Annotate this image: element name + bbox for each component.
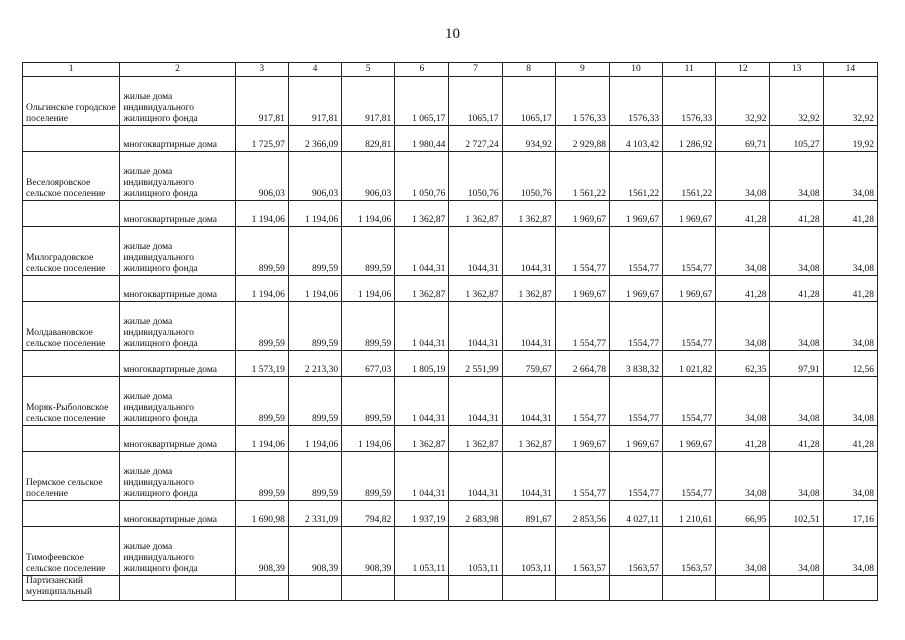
value-cell-col12 <box>716 576 770 601</box>
value-cell-col11: 1 210,61 <box>663 501 716 527</box>
value-cell-col5: 908,39 <box>342 527 395 576</box>
value-cell-col7: 2 683,98 <box>449 501 502 527</box>
value-cell-col3: 908,39 <box>235 527 288 576</box>
value-cell-col7 <box>449 576 502 601</box>
value-cell-col14: 34,08 <box>823 152 877 201</box>
settlement-name <box>23 351 120 377</box>
value-cell-col10: 1576,33 <box>609 77 662 126</box>
value-cell-col5 <box>342 576 395 601</box>
table-header <box>23 63 878 77</box>
column-header-1: 1 <box>23 63 120 77</box>
value-cell-col6: 1 044,31 <box>395 302 449 351</box>
value-cell-col9: 2 929,88 <box>555 126 609 152</box>
value-cell-col9: 1 576,33 <box>555 77 609 126</box>
value-cell-col5: 1 194,06 <box>342 426 395 452</box>
table-row <box>23 126 878 152</box>
value-cell-col5: 899,59 <box>342 227 395 276</box>
value-cell-col8: 1065,17 <box>502 77 555 126</box>
settlement-name <box>23 426 120 452</box>
value-cell-col4: 1 194,06 <box>288 276 341 302</box>
header-row <box>23 63 878 77</box>
value-cell-col8 <box>502 576 555 601</box>
value-cell-col14: 34,08 <box>823 527 877 576</box>
housing-type: жилые дома индивидуального жилищного фонда <box>120 152 235 201</box>
housing-type: многоквартирные дома <box>120 201 235 227</box>
value-cell-col11: 1554,77 <box>663 302 716 351</box>
value-cell-col13: 34,08 <box>770 452 823 501</box>
value-cell-col10: 1 969,67 <box>609 426 662 452</box>
value-cell-col11: 1 969,67 <box>663 276 716 302</box>
column-header-3: 3 <box>235 63 288 77</box>
value-cell-col13: 34,08 <box>770 302 823 351</box>
settlement-name: Партизанский муниципальный <box>23 576 120 601</box>
value-cell-col11: 1554,77 <box>663 227 716 276</box>
housing-type: жилые дома индивидуального жилищного фонда <box>120 452 235 501</box>
value-cell-col4: 2 213,30 <box>288 351 341 377</box>
value-cell-col4: 899,59 <box>288 452 341 501</box>
value-cell-col12: 34,08 <box>716 152 770 201</box>
table-row <box>23 377 878 426</box>
value-cell-col3: 1 194,06 <box>235 426 288 452</box>
value-cell-col4: 2 366,09 <box>288 126 341 152</box>
value-cell-col6: 1 937,19 <box>395 501 449 527</box>
settlement-name: Ольгинское городское поселение <box>23 77 120 126</box>
value-cell-col13: 32,92 <box>770 77 823 126</box>
value-cell-col10: 1554,77 <box>609 377 662 426</box>
table-row <box>23 152 878 201</box>
value-cell-col11: 1554,77 <box>663 452 716 501</box>
value-cell-col6 <box>395 576 449 601</box>
column-header-12: 12 <box>716 63 770 77</box>
value-cell-col9: 1 561,22 <box>555 152 609 201</box>
value-cell-col3: 899,59 <box>235 377 288 426</box>
settlement-name: Веселояровское сельское поселение <box>23 152 120 201</box>
value-cell-col8: 1044,31 <box>502 377 555 426</box>
value-cell-col7: 1050,76 <box>449 152 502 201</box>
value-cell-col12: 66,95 <box>716 501 770 527</box>
settlement-name <box>23 126 120 152</box>
value-cell-col14: 34,08 <box>823 227 877 276</box>
value-cell-col8: 1044,31 <box>502 302 555 351</box>
value-cell-col8: 891,67 <box>502 501 555 527</box>
value-cell-col4: 1 194,06 <box>288 426 341 452</box>
value-cell-col14: 12,56 <box>823 351 877 377</box>
value-cell-col8: 1053,11 <box>502 527 555 576</box>
value-cell-col12: 62,35 <box>716 351 770 377</box>
value-cell-col7: 1044,31 <box>449 302 502 351</box>
value-cell-col13: 97,91 <box>770 351 823 377</box>
housing-type: многоквартирные дома <box>120 276 235 302</box>
value-cell-col10: 1 969,67 <box>609 201 662 227</box>
value-cell-col14: 19,92 <box>823 126 877 152</box>
value-cell-col3: 899,59 <box>235 302 288 351</box>
table-row <box>23 227 878 276</box>
value-cell-col12: 34,08 <box>716 527 770 576</box>
value-cell-col4: 899,59 <box>288 377 341 426</box>
column-header-7: 7 <box>449 63 502 77</box>
value-cell-col7: 1 362,87 <box>449 201 502 227</box>
value-cell-col6: 1 980,44 <box>395 126 449 152</box>
value-cell-col6: 1 362,87 <box>395 426 449 452</box>
value-cell-col3: 1 194,06 <box>235 201 288 227</box>
column-header-13: 13 <box>770 63 823 77</box>
value-cell-col13: 34,08 <box>770 527 823 576</box>
column-header-4: 4 <box>288 63 341 77</box>
value-cell-col5: 1 194,06 <box>342 276 395 302</box>
settlement-name: Тимофеевское сельское поселение <box>23 527 120 576</box>
value-cell-col3: 1 725,97 <box>235 126 288 152</box>
value-cell-col9: 1 554,77 <box>555 377 609 426</box>
value-cell-col12: 32,92 <box>716 77 770 126</box>
value-cell-col5: 899,59 <box>342 452 395 501</box>
value-cell-col11: 1554,77 <box>663 377 716 426</box>
value-cell-col4: 917,81 <box>288 77 341 126</box>
table-row <box>23 351 878 377</box>
value-cell-col10: 1563,57 <box>609 527 662 576</box>
housing-type: многоквартирные дома <box>120 501 235 527</box>
value-cell-col4: 908,39 <box>288 527 341 576</box>
value-cell-col4: 2 331,09 <box>288 501 341 527</box>
value-cell-col8: 1044,31 <box>502 452 555 501</box>
value-cell-col4: 899,59 <box>288 302 341 351</box>
value-cell-col11: 1 969,67 <box>663 426 716 452</box>
column-header-8: 8 <box>502 63 555 77</box>
value-cell-col11: 1 286,92 <box>663 126 716 152</box>
housing-type: жилые дома индивидуального жилищного фонда <box>120 227 235 276</box>
value-cell-col14: 41,28 <box>823 276 877 302</box>
value-cell-col6: 1 362,87 <box>395 276 449 302</box>
housing-type: многоквартирные дома <box>120 426 235 452</box>
value-cell-col7: 2 727,24 <box>449 126 502 152</box>
housing-type: жилые дома индивидуального жилищного фонда <box>120 77 235 126</box>
value-cell-col13 <box>770 576 823 601</box>
value-cell-col14: 17,16 <box>823 501 877 527</box>
value-cell-col14: 34,08 <box>823 302 877 351</box>
value-cell-col3: 917,81 <box>235 77 288 126</box>
value-cell-col4: 899,59 <box>288 227 341 276</box>
value-cell-col7: 1 362,87 <box>449 276 502 302</box>
value-cell-col10: 3 838,32 <box>609 351 662 377</box>
value-cell-col13: 34,08 <box>770 152 823 201</box>
value-cell-col11: 1561,22 <box>663 152 716 201</box>
value-cell-col5: 899,59 <box>342 377 395 426</box>
value-cell-col5: 677,03 <box>342 351 395 377</box>
value-cell-col6: 1 362,87 <box>395 201 449 227</box>
table-row <box>23 276 878 302</box>
value-cell-col12: 41,28 <box>716 201 770 227</box>
value-cell-col9: 1 969,67 <box>555 201 609 227</box>
value-cell-col10: 1 969,67 <box>609 276 662 302</box>
value-cell-col11: 1576,33 <box>663 77 716 126</box>
value-cell-col10: 1554,77 <box>609 227 662 276</box>
settlement-name: Пермское сельское поселение <box>23 452 120 501</box>
value-cell-col6: 1 044,31 <box>395 377 449 426</box>
value-cell-col14: 34,08 <box>823 377 877 426</box>
settlement-name <box>23 201 120 227</box>
value-cell-col5: 1 194,06 <box>342 201 395 227</box>
value-cell-col4 <box>288 576 341 601</box>
value-cell-col8: 934,92 <box>502 126 555 152</box>
value-cell-col13: 34,08 <box>770 377 823 426</box>
value-cell-col10: 1561,22 <box>609 152 662 201</box>
value-cell-col6: 1 050,76 <box>395 152 449 201</box>
value-cell-col8: 1050,76 <box>502 152 555 201</box>
table-row <box>23 576 878 601</box>
value-cell-col13: 102,51 <box>770 501 823 527</box>
table-row <box>23 501 878 527</box>
value-cell-col5: 899,59 <box>342 302 395 351</box>
value-cell-col7: 1044,31 <box>449 452 502 501</box>
value-cell-col12: 34,08 <box>716 377 770 426</box>
value-cell-col8: 1 362,87 <box>502 201 555 227</box>
table-body <box>23 77 878 601</box>
value-cell-col10: 4 027,11 <box>609 501 662 527</box>
value-cell-col11: 1 021,82 <box>663 351 716 377</box>
value-cell-col7: 1044,31 <box>449 377 502 426</box>
settlement-name: Моряк-Рыболовское сельское поселение <box>23 377 120 426</box>
value-cell-col9: 1 563,57 <box>555 527 609 576</box>
column-header-6: 6 <box>395 63 449 77</box>
value-cell-col5: 829,81 <box>342 126 395 152</box>
column-header-11: 11 <box>663 63 716 77</box>
value-cell-col6: 1 805,19 <box>395 351 449 377</box>
value-cell-col6: 1 053,11 <box>395 527 449 576</box>
table-row <box>23 426 878 452</box>
table-row <box>23 302 878 351</box>
value-cell-col9: 1 554,77 <box>555 302 609 351</box>
value-cell-col12: 41,28 <box>716 276 770 302</box>
housing-type: многоквартирные дома <box>120 351 235 377</box>
value-cell-col4: 906,03 <box>288 152 341 201</box>
value-cell-col9: 2 853,56 <box>555 501 609 527</box>
table-row <box>23 201 878 227</box>
value-cell-col14: 32,92 <box>823 77 877 126</box>
value-cell-col11: 1563,57 <box>663 527 716 576</box>
value-cell-col5: 794,82 <box>342 501 395 527</box>
value-cell-col14: 41,28 <box>823 201 877 227</box>
value-cell-col7: 1065,17 <box>449 77 502 126</box>
settlement-name: Милоградовское сельское поселение <box>23 227 120 276</box>
value-cell-col6: 1 065,17 <box>395 77 449 126</box>
value-cell-col14 <box>823 576 877 601</box>
settlement-name: Молдавановское сельское поселение <box>23 302 120 351</box>
housing-type <box>120 576 235 601</box>
housing-type: жилые дома индивидуального жилищного фонда <box>120 377 235 426</box>
value-cell-col12: 34,08 <box>716 302 770 351</box>
table-row <box>23 527 878 576</box>
value-cell-col3: 899,59 <box>235 227 288 276</box>
value-cell-col5: 917,81 <box>342 77 395 126</box>
column-header-9: 9 <box>555 63 609 77</box>
value-cell-col13: 41,28 <box>770 201 823 227</box>
page-number: 10 <box>445 26 460 42</box>
value-cell-col9: 2 664,78 <box>555 351 609 377</box>
value-cell-col3: 906,03 <box>235 152 288 201</box>
settlement-name <box>23 276 120 302</box>
value-cell-col10: 1554,77 <box>609 302 662 351</box>
value-cell-col13: 105,27 <box>770 126 823 152</box>
value-cell-col12: 34,08 <box>716 227 770 276</box>
value-cell-col6: 1 044,31 <box>395 452 449 501</box>
value-cell-col7: 1053,11 <box>449 527 502 576</box>
settlement-name <box>23 501 120 527</box>
value-cell-col9: 1 969,67 <box>555 276 609 302</box>
value-cell-col10: 4 103,42 <box>609 126 662 152</box>
value-cell-col14: 34,08 <box>823 452 877 501</box>
value-cell-col3: 899,59 <box>235 452 288 501</box>
value-cell-col13: 41,28 <box>770 276 823 302</box>
value-cell-col13: 41,28 <box>770 426 823 452</box>
value-cell-col10 <box>609 576 662 601</box>
value-cell-col9: 1 554,77 <box>555 452 609 501</box>
tariff-table <box>22 62 878 601</box>
value-cell-col8: 1 362,87 <box>502 276 555 302</box>
value-cell-col12: 69,71 <box>716 126 770 152</box>
value-cell-col7: 1 362,87 <box>449 426 502 452</box>
column-header-2: 2 <box>120 63 235 77</box>
housing-type: жилые дома индивидуального жилищного фонда <box>120 302 235 351</box>
value-cell-col12: 34,08 <box>716 452 770 501</box>
value-cell-col9: 1 554,77 <box>555 227 609 276</box>
housing-type: жилые дома индивидуального жилищного фонда <box>120 527 235 576</box>
value-cell-col8: 759,67 <box>502 351 555 377</box>
value-cell-col8: 1044,31 <box>502 227 555 276</box>
value-cell-col12: 41,28 <box>716 426 770 452</box>
value-cell-col7: 2 551,99 <box>449 351 502 377</box>
column-header-5: 5 <box>342 63 395 77</box>
value-cell-col11 <box>663 576 716 601</box>
column-header-10: 10 <box>609 63 662 77</box>
value-cell-col3: 1 690,98 <box>235 501 288 527</box>
value-cell-col10: 1554,77 <box>609 452 662 501</box>
value-cell-col3: 1 573,19 <box>235 351 288 377</box>
value-cell-col7: 1044,31 <box>449 227 502 276</box>
value-cell-col6: 1 044,31 <box>395 227 449 276</box>
table-row <box>23 452 878 501</box>
housing-type: многоквартирные дома <box>120 126 235 152</box>
column-header-14: 14 <box>823 63 877 77</box>
value-cell-col5: 906,03 <box>342 152 395 201</box>
value-cell-col3: 1 194,06 <box>235 276 288 302</box>
value-cell-col3 <box>235 576 288 601</box>
table-row <box>23 77 878 126</box>
value-cell-col14: 41,28 <box>823 426 877 452</box>
value-cell-col13: 34,08 <box>770 227 823 276</box>
value-cell-col8: 1 362,87 <box>502 426 555 452</box>
value-cell-col11: 1 969,67 <box>663 201 716 227</box>
value-cell-col9: 1 969,67 <box>555 426 609 452</box>
value-cell-col4: 1 194,06 <box>288 201 341 227</box>
value-cell-col9 <box>555 576 609 601</box>
